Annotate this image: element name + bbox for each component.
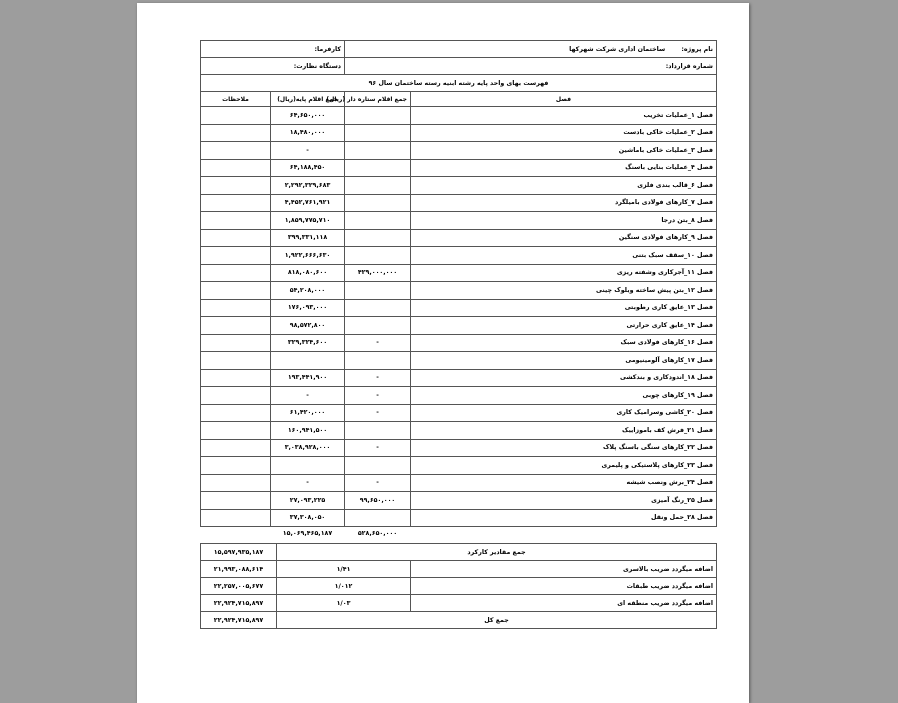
starred-cell: - bbox=[345, 369, 411, 387]
coef1-value: ۲۱,۹۹۳,۰۸۸,۶۱۴ bbox=[201, 561, 277, 578]
chapter-cell: فصل ۱۷_کارهای آلومینیومی bbox=[411, 352, 717, 370]
chapter-cell: فصل ۲۳_کارهای پلاستیکی و پلیمری bbox=[411, 457, 717, 475]
starred-cell: - bbox=[345, 404, 411, 422]
notes-cell bbox=[200, 509, 270, 527]
supervisor-label: دستگاه نظارت: bbox=[293, 62, 341, 70]
table-row bbox=[200, 422, 716, 440]
base-cell: ۲۷,۰۹۳,۲۲۵ bbox=[271, 492, 345, 510]
contract-label: شماره قرارداد: bbox=[665, 62, 713, 70]
chapter-cell: فصل ۹_کارهای فولادی سنگین bbox=[411, 229, 717, 247]
col-base-header: جمع اقلام پایه(ریال) bbox=[271, 92, 345, 107]
notes-cell bbox=[200, 107, 270, 125]
base-cell bbox=[271, 352, 345, 370]
coef1-label: اضافه میگردد ضریب بالاسری bbox=[411, 561, 717, 578]
summary-total-row bbox=[201, 544, 717, 561]
table-row bbox=[200, 439, 716, 457]
notes-cell bbox=[200, 124, 270, 142]
summary-coef3-row bbox=[201, 595, 717, 612]
project-row bbox=[200, 41, 716, 58]
summary-table bbox=[200, 543, 717, 629]
chapter-cell: فصل ۸_بتن درجا bbox=[411, 212, 717, 230]
table-row bbox=[200, 369, 716, 387]
chapter-cell: فصل ۲۱_فرش کف باموزاییک bbox=[411, 422, 717, 440]
col-notes-header: ملاحظات bbox=[200, 92, 270, 107]
notes-cell bbox=[200, 142, 270, 160]
grand-total-value: ۲۲,۹۲۴,۷۱۵,۸۹۷ bbox=[201, 612, 277, 629]
chapter-cell: فصل ۱۶_کارهای فولادی سبک bbox=[411, 334, 717, 352]
table-row bbox=[200, 457, 716, 475]
chapter-cell: فصل ۱۲_بتن پیش ساخته وبلوک چینی bbox=[411, 282, 717, 300]
notes-cell bbox=[200, 212, 270, 230]
chapter-cell: فصل ۱۳_عایق کاری رطوبتی bbox=[411, 299, 717, 317]
chapter-cell: فصل ۲۵_رنگ آمیزی bbox=[411, 492, 717, 510]
starred-cell bbox=[345, 352, 411, 370]
starred-cell bbox=[345, 229, 411, 247]
base-cell: ۱,۸۵۹,۷۷۵,۷۱۰ bbox=[271, 212, 345, 230]
col-chapter-header: فصل bbox=[411, 92, 717, 107]
starred-cell bbox=[345, 212, 411, 230]
coef3-label: اضافه میگردد ضریب منطقه ای bbox=[411, 595, 717, 612]
notes-cell bbox=[200, 177, 270, 195]
cost-sheet bbox=[201, 40, 717, 629]
notes-cell bbox=[200, 369, 270, 387]
chapter-cell: فصل ۲۴_برش ونصب شیشه bbox=[411, 474, 717, 492]
notes-cell bbox=[200, 457, 270, 475]
base-cell: - bbox=[271, 387, 345, 405]
notes-cell bbox=[200, 264, 270, 282]
base-cell: - bbox=[271, 142, 345, 160]
base-cell: ۵۴,۲۰۸,۰۰۰ bbox=[271, 282, 345, 300]
notes-cell bbox=[200, 317, 270, 335]
chapter-cell: فصل ۲۸_حمل ونقل bbox=[411, 509, 717, 527]
table-row bbox=[200, 124, 716, 142]
chapter-cell: فصل ۲۲_کارهای سنگی باسنگ پلاک bbox=[411, 439, 717, 457]
starred-cell: ۴۲۹,۰۰۰,۰۰۰ bbox=[345, 264, 411, 282]
table-row bbox=[200, 107, 716, 125]
notes-cell bbox=[200, 299, 270, 317]
project-label: نام پروژه: bbox=[681, 45, 713, 53]
summary-total-label: جمع مقادیر کارکرد bbox=[277, 544, 717, 561]
coef2-label: اضافه میگردد ضریب طبقات bbox=[411, 578, 717, 595]
chapter-cell: فصل ۱۹_کارهای چوبی bbox=[411, 387, 717, 405]
starred-cell bbox=[345, 457, 411, 475]
document-page bbox=[137, 3, 749, 703]
table-row bbox=[200, 159, 716, 177]
notes-cell bbox=[200, 387, 270, 405]
base-cell: ۶۴,۶۵۰,۰۰۰ bbox=[271, 107, 345, 125]
contract-row bbox=[200, 58, 716, 75]
table-row bbox=[200, 299, 716, 317]
base-cell: ۱۹۳,۴۴۱,۹۰۰ bbox=[271, 369, 345, 387]
notes-cell bbox=[200, 247, 270, 265]
base-cell: ۴,۴۵۲,۷۶۱,۹۲۱ bbox=[271, 194, 345, 212]
notes-cell bbox=[200, 229, 270, 247]
base-cell: ۳۲۹,۳۲۴,۶۰۰ bbox=[271, 334, 345, 352]
chapter-cell: فصل ۱۰_سقف سبک بتنی bbox=[411, 247, 717, 265]
base-cell: - bbox=[271, 474, 345, 492]
base-cell: ۳۹۹,۳۳۱,۱۱۸ bbox=[271, 229, 345, 247]
summary-grand-row bbox=[201, 612, 717, 629]
chapter-cell: فصل ۷_کارهای فولادی بامیلگرد bbox=[411, 194, 717, 212]
project-value: ساختمان اداری شرکت شهرکها bbox=[569, 45, 666, 53]
chapter-cell: فصل ۱۱_آجرکاری وشفته ریزی bbox=[411, 264, 717, 282]
table-row bbox=[200, 509, 716, 527]
chapter-rows bbox=[200, 107, 716, 527]
grand-total-label: جمع کل bbox=[277, 612, 717, 629]
project-cell bbox=[345, 41, 717, 58]
base-cell: ۱۸,۴۸۰,۰۰۰ bbox=[271, 124, 345, 142]
table-row bbox=[200, 317, 716, 335]
starred-cell bbox=[345, 422, 411, 440]
table-row bbox=[200, 177, 716, 195]
starred-cell bbox=[345, 107, 411, 125]
starred-cell bbox=[345, 159, 411, 177]
table-row bbox=[200, 212, 716, 230]
starred-cell: - bbox=[345, 387, 411, 405]
coef3-value: ۲۲,۹۲۴,۷۱۵,۸۹۷ bbox=[201, 595, 277, 612]
chapter-cell: فصل ۴_عملیات بنایی باسنگ bbox=[411, 159, 717, 177]
starred-cell bbox=[345, 124, 411, 142]
total-base: ۱۵,۰۶۹,۴۶۵,۱۸۷ bbox=[282, 529, 333, 537]
chapter-cell: فصل ۲_عملیات خاکی بادست bbox=[411, 124, 717, 142]
coef1-factor: ۱/۴۱ bbox=[277, 561, 411, 578]
chapter-cell: فصل ۲۰_کاشی وسرامیک کاری bbox=[411, 404, 717, 422]
chapter-cell: فصل ۳_عملیات خاکی باماشین bbox=[411, 142, 717, 160]
coef2-factor: ۱/۰۱۲ bbox=[277, 578, 411, 595]
notes-cell bbox=[200, 282, 270, 300]
chapter-cell: فصل ۱۴_عایق کاری حرارتی bbox=[411, 317, 717, 335]
table-row bbox=[200, 282, 716, 300]
column-header-row bbox=[200, 92, 716, 107]
table-row bbox=[200, 194, 716, 212]
starred-cell bbox=[345, 247, 411, 265]
base-cell: ۱۶۰,۹۴۱,۵۰۰ bbox=[271, 422, 345, 440]
notes-cell bbox=[200, 194, 270, 212]
coef2-value: ۲۲,۲۵۷,۰۰۵,۶۷۷ bbox=[201, 578, 277, 595]
summary-coef2-row bbox=[201, 578, 717, 595]
starred-cell bbox=[345, 317, 411, 335]
notes-cell bbox=[200, 422, 270, 440]
table-row bbox=[200, 474, 716, 492]
notes-cell bbox=[200, 439, 270, 457]
sheet-title: فهرست بهای واحد پایه رشته ابنیه رسته ساختمان سال ۹۶ bbox=[200, 75, 716, 92]
summary-coef1-row bbox=[201, 561, 717, 578]
notes-cell bbox=[200, 492, 270, 510]
total-starred: ۵۲۸,۶۵۰,۰۰۰ bbox=[357, 529, 398, 537]
starred-cell bbox=[345, 299, 411, 317]
base-cell: ۱,۹۲۲,۶۶۶,۶۳۰ bbox=[271, 247, 345, 265]
contract-cell bbox=[345, 58, 717, 75]
notes-cell bbox=[200, 474, 270, 492]
starred-cell: - bbox=[345, 334, 411, 352]
table-row bbox=[200, 352, 716, 370]
totals-row bbox=[200, 527, 716, 540]
starred-cell bbox=[345, 509, 411, 527]
notes-cell bbox=[200, 334, 270, 352]
starred-cell bbox=[345, 142, 411, 160]
supervisor-cell bbox=[200, 58, 344, 75]
table-row bbox=[200, 492, 716, 510]
chapter-cell: فصل ۱۸_اندودکاری و بندکشی bbox=[411, 369, 717, 387]
base-cell: ۱۷۶,۰۹۳,۰۰۰ bbox=[271, 299, 345, 317]
chapter-cell: فصل ۱_عملیات تخریب bbox=[411, 107, 717, 125]
base-cell: ۶۴,۱۸۸,۴۵۰ bbox=[271, 159, 345, 177]
notes-cell bbox=[200, 159, 270, 177]
starred-cell bbox=[345, 194, 411, 212]
chapter-cell: فصل ۶_قالب بندی فلزی bbox=[411, 177, 717, 195]
notes-cell bbox=[200, 404, 270, 422]
base-cell: ۹۸,۵۷۲,۸۰۰ bbox=[271, 317, 345, 335]
employer-cell bbox=[200, 41, 344, 58]
starred-cell bbox=[345, 177, 411, 195]
table-row bbox=[200, 142, 716, 160]
table-row bbox=[200, 229, 716, 247]
base-cell: ۳۷,۳۰۸,۰۵۰ bbox=[271, 509, 345, 527]
table-row bbox=[200, 247, 716, 265]
table-row bbox=[200, 264, 716, 282]
title-row bbox=[200, 75, 716, 92]
base-cell: ۸۱۸,۰۸۰,۶۰۰ bbox=[271, 264, 345, 282]
starred-cell: ۹۹,۶۵۰,۰۰۰ bbox=[345, 492, 411, 510]
base-cell: ۳,۰۳۸,۹۲۸,۰۰۰ bbox=[271, 439, 345, 457]
base-cell: ۶۱,۴۲۰,۰۰۰ bbox=[271, 404, 345, 422]
table-row bbox=[200, 334, 716, 352]
starred-cell: - bbox=[345, 439, 411, 457]
summary-total-value: ۱۵,۵۹۷,۹۳۵,۱۸۷ bbox=[201, 544, 277, 561]
employer-label: کارفرما: bbox=[314, 45, 341, 53]
base-cell bbox=[271, 457, 345, 475]
main-table bbox=[200, 40, 717, 539]
starred-cell: - bbox=[345, 474, 411, 492]
base-cell: ۲,۲۹۲,۳۲۹,۶۸۳ bbox=[271, 177, 345, 195]
notes-cell bbox=[200, 352, 270, 370]
coef3-factor: ۱/۰۳ bbox=[277, 595, 411, 612]
starred-cell bbox=[345, 282, 411, 300]
table-row bbox=[200, 404, 716, 422]
table-row bbox=[200, 387, 716, 405]
col-starred-header: جمع اقلام ستاره دار (ریال) bbox=[345, 92, 411, 107]
